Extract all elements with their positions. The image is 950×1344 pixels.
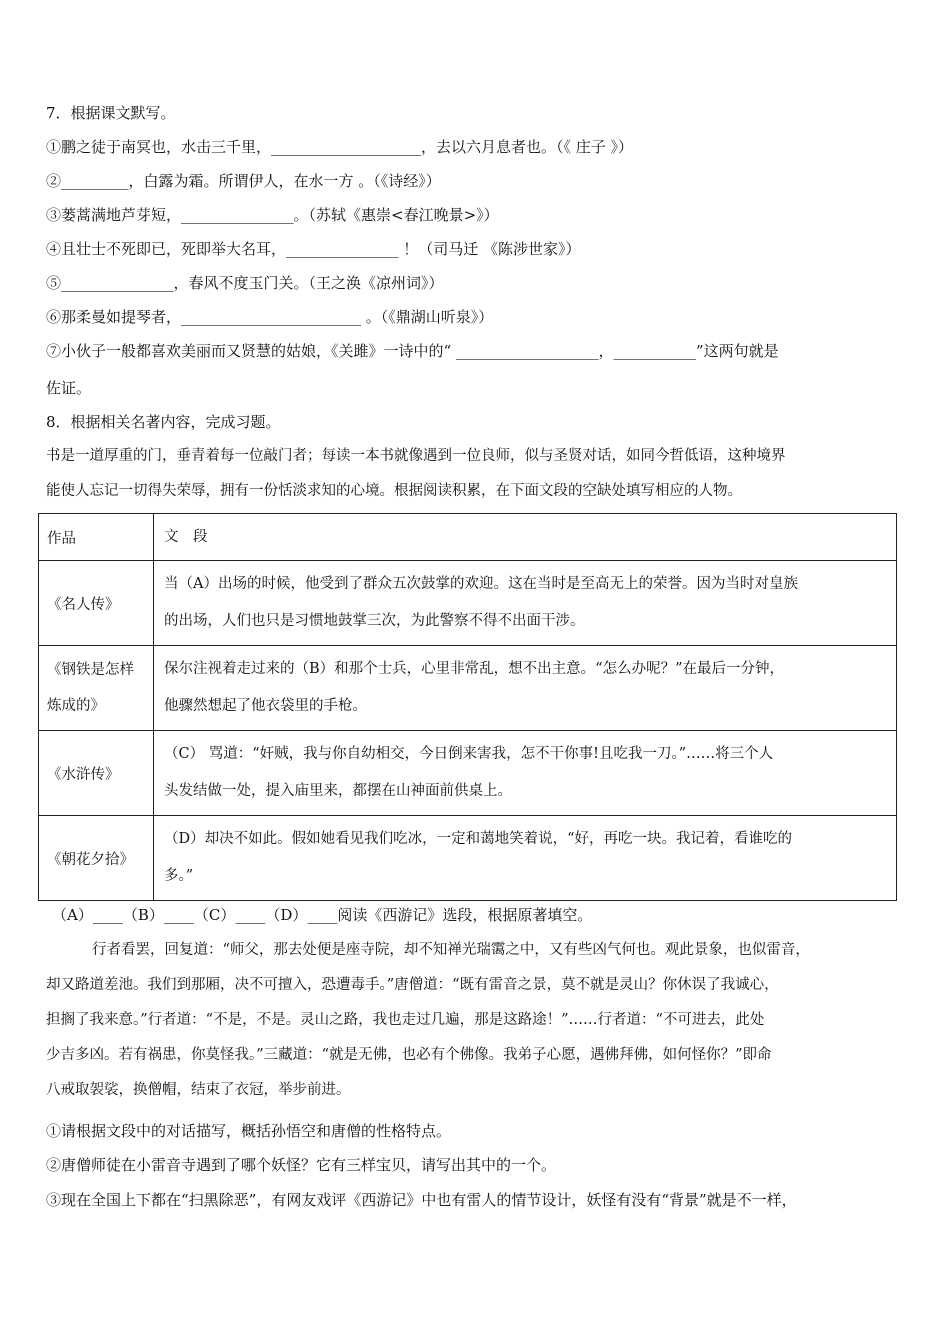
passage-cell bbox=[154, 561, 897, 646]
q7-item-3: ③蒌蒿满地芦芽短，_______________。（苏轼《惠崇<春江晚景>》） bbox=[46, 206, 499, 224]
table-header-row bbox=[39, 514, 897, 561]
passage-line-5: 八戒取袈裟，换僧帽，结束了衣冠，举步前进。 bbox=[46, 1082, 351, 1098]
header-text: 文 段 bbox=[154, 514, 897, 561]
q7-heading: 7．根据课文默写。 bbox=[46, 104, 176, 122]
header-work: 作品 bbox=[39, 514, 154, 561]
work-title-line: 《钢铁是怎样 bbox=[47, 662, 134, 678]
q8-intro-line-1: 书是一道厚重的门，垂青着每一位敲门者；每读一本书就像遇到一位良师，似与圣贤对话，如同今哲低语，这种境界 bbox=[46, 448, 786, 464]
passage-line: 他骤然想起了他衣袋里的手枪。 bbox=[164, 698, 367, 714]
passage-line-2: 却又路道差池。我们到那厢，决不可擅入，恐遭毒手。”唐僧道：“既有雷音之景，莫不就是灵山？你休误了我诚心， bbox=[46, 977, 779, 993]
passage-line-3: 担搁了我来意。”行者道：“不是，不是。灵山之路，我也走过几遍，那是这路途！”……行者道：“不可进去，此处 bbox=[46, 1012, 765, 1028]
table-row bbox=[39, 816, 897, 901]
work-title bbox=[39, 731, 154, 816]
passage-line: 多。” bbox=[164, 868, 194, 884]
table-row bbox=[39, 731, 897, 816]
q7-item-6: ⑥那柔曼如提琴者，________________________ 。（《鼎湖山听泉》） bbox=[46, 308, 494, 326]
work-title bbox=[39, 816, 154, 901]
q8-intro-line-2: 能使人忘记一切得失荣辱，拥有一份恬淡求知的心境。根据阅读积累，在下面文段的空缺处填写相应的人物。 bbox=[46, 483, 742, 499]
work-title-line: 《名人传》 bbox=[47, 596, 120, 613]
passage-cell bbox=[154, 731, 897, 816]
passage-line-1: 行者看罢，回复道：“师父，那去处便是座寺院，却不知禅光瑞霭之中，又有些凶气何也。观此景象，也似雷音， bbox=[92, 942, 810, 958]
subquestion-3: ③现在全国上下都在“扫黑除恶”，有网友戏评《西游记》中也有雷人的情节设计，妖怪有没有“背景”就是不一样， bbox=[46, 1191, 797, 1209]
q7-item-4: ④且壮士不死即已，死即举大名耳，_______________ ！（司马迁 《陈涉世家》） bbox=[46, 240, 581, 258]
q7-item-5: ⑤_______________，春风不度玉门关。（王之涣《凉州词》） bbox=[46, 274, 444, 292]
subquestion-2: ②唐僧师徒在小雷音寺遇到了哪个妖怪？它有三样宝贝，请写出其中的一个。 bbox=[46, 1156, 557, 1174]
work-title-line: 《朝花夕拾》 bbox=[47, 851, 134, 868]
work-title bbox=[39, 646, 154, 731]
work-title-line: 《水浒传》 bbox=[47, 766, 120, 783]
answer-blanks-line: （A）____（B）____（C）____（D）____阅读《西游记》选段，根据原著填空。 bbox=[52, 906, 593, 924]
passage-line: 的出场，人们也只是习惯地鼓掌三次，为此警察不得不出面干涉。 bbox=[164, 613, 585, 629]
works-table bbox=[38, 513, 897, 901]
subquestion-1: ①请根据文段中的对话描写，概括孙悟空和唐僧的性格特点。 bbox=[46, 1122, 452, 1140]
passage-cell bbox=[154, 816, 897, 901]
table-row bbox=[39, 561, 897, 646]
q7-item-2: ②_________，白露为霜。所谓伊人，在水一方 。（《诗经》） bbox=[46, 172, 441, 190]
work-title bbox=[39, 561, 154, 646]
passage-line: 当（A）出场的时候，他受到了群众五次鼓掌的欢迎。这在当时是至高无上的荣誉。因为当时对皇族 bbox=[164, 576, 798, 592]
passage-line: 保尔注视着走过来的（B）和那个士兵，心里非常乱，想不出主意。“怎么办呢？”在最后一分钟， bbox=[164, 661, 784, 677]
passage-line: （C） 骂道：“奸贼，我与你自幼相交，今日倒来害我，怎不干你事!且吃我一刀。”……将三个人 bbox=[164, 746, 774, 762]
passage-line-4: 少吉多凶。若有祸患，你莫怪我。”三藏道：“就是无佛，也必有个佛像。我弟子心愿，遇佛拜佛，如何怪你？”即命 bbox=[46, 1047, 772, 1063]
work-title-line: 炼成的》 bbox=[47, 698, 105, 714]
table-row bbox=[39, 646, 897, 731]
q7-item-1: ①鹏之徒于南冥也，水击三千里，____________________，去以六月息者也。（《 庄子 》） bbox=[46, 138, 634, 156]
q7-item-7: ⑦小伙子一般都喜欢美丽而又贤慧的姑娘，《关雎》一诗中的“ ___________________，___________”这两句就是 bbox=[46, 342, 779, 360]
q8-heading: 8．根据相关名著内容，完成习题。 bbox=[46, 413, 281, 431]
q7-item-7-cont: 佐证。 bbox=[46, 379, 92, 397]
passage-line: （D）却决不如此。假如她看见我们吃冰，一定和蔼地笑着说，“好，再吃一块。我记着，看谁吃的 bbox=[164, 831, 793, 847]
passage-cell bbox=[154, 646, 897, 731]
passage-line: 头发结做一处，提入庙里来，都摆在山神面前供桌上。 bbox=[164, 783, 512, 799]
